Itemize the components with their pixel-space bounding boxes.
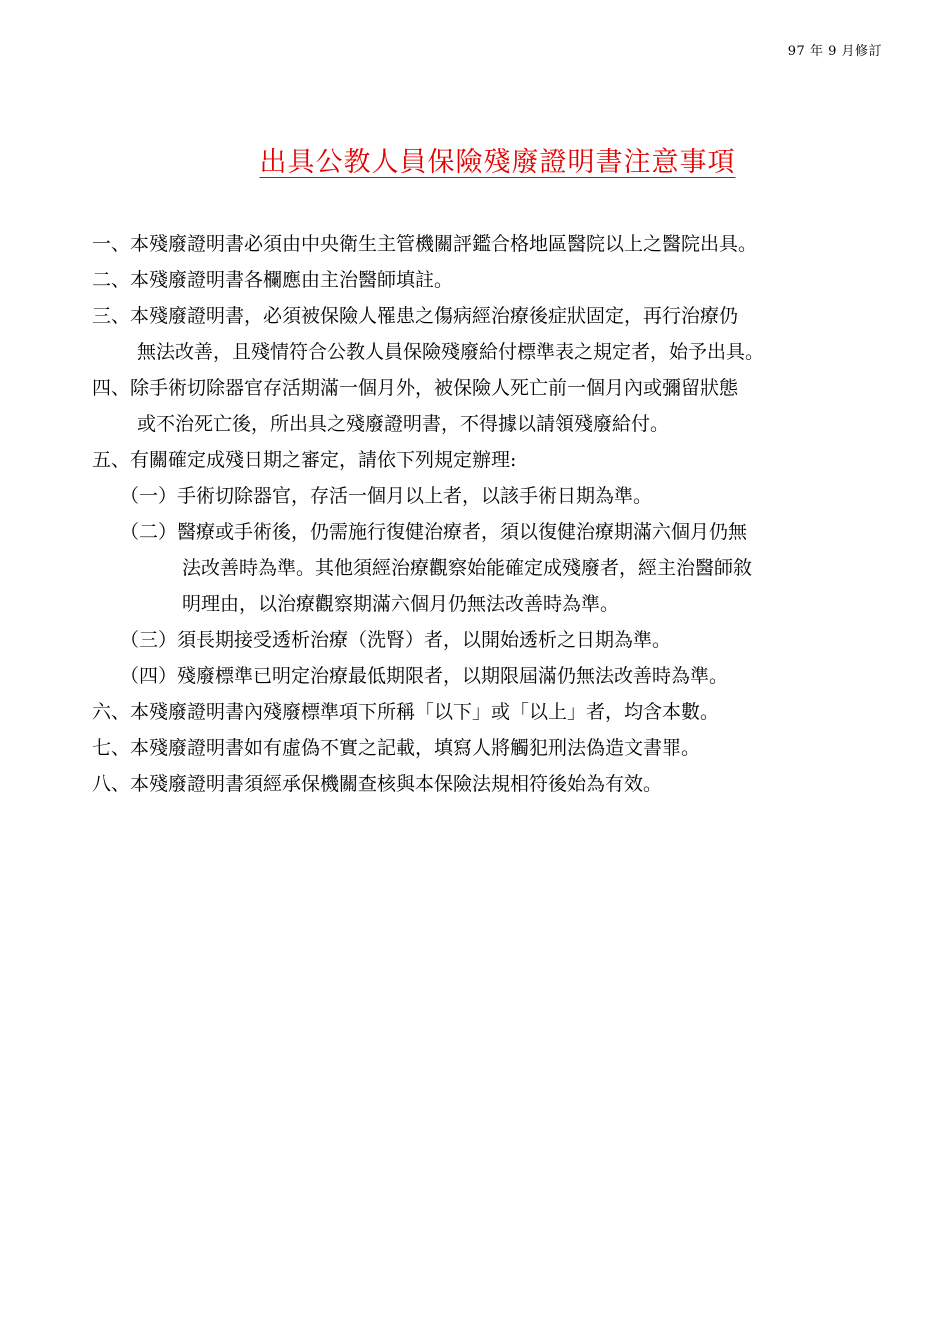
- note-item-5-sub-3: （三）須長期接受透析治療（洗腎）者，以開始透析之日期為準。: [120, 629, 672, 651]
- revision-date: 97 年 9 月修訂: [787, 44, 882, 59]
- note-item-3: 三、本殘廢證明書，必須被保險人罹患之傷病經治療後症狀固定，再行治療仍: [92, 305, 739, 327]
- note-item-5: 五、有關確定成殘日期之審定，請依下列規定辦理:: [92, 449, 517, 471]
- note-item-6: 六、本殘廢證明書內殘廢標準項下所稱「以下」或「以上」者，均含本數。: [92, 701, 720, 723]
- note-item-1: 一、本殘廢證明書必須由中央衛生主管機關評鑑合格地區醫院以上之醫院出具。: [92, 233, 758, 255]
- note-item-4: 四、除手術切除器官存活期滿一個月外，被保險人死亡前一個月內或彌留狀態: [92, 377, 739, 399]
- notes-list: [92, 226, 882, 802]
- note-item-5-sub-4: （四）殘廢標準已明定治療最低期限者，以期限屆滿仍無法改善時為準。: [120, 665, 729, 687]
- note-item-3-continued: 無法改善，且殘情符合公教人員保險殘廢給付標準表之規定者，始予出具。: [137, 341, 765, 363]
- note-item-5-sub-1: （一）手術切除器官，存活一個月以上者，以該手術日期為準。: [120, 485, 653, 507]
- note-item-2: 二、本殘廢證明書各欄應由主治醫師填註。: [92, 269, 454, 291]
- note-item-5-sub-2-continued: 法改善時為準。其他須經治療觀察始能確定成殘廢者，經主治醫師敘: [182, 557, 753, 579]
- note-item-8: 八、本殘廢證明書須經承保機關查核與本保險法規相符後始為有效。: [92, 773, 663, 795]
- note-item-4-continued: 或不治死亡後，所出具之殘廢證明書，不得據以請領殘廢給付。: [137, 413, 670, 435]
- note-item-7: 七、本殘廢證明書如有虛偽不實之記載，填寫人將觸犯刑法偽造文書罪。: [92, 737, 701, 759]
- note-item-5-sub-2: （二）醫療或手術後，仍需施行復健治療者，須以復健治療期滿六個月仍無: [120, 521, 748, 543]
- note-item-5-sub-2-continued-2: 明理由，以治療觀察期滿六個月仍無法改善時為準。: [182, 593, 620, 615]
- page-title: 出具公教人員保險殘廢證明書注意事項: [259, 147, 736, 178]
